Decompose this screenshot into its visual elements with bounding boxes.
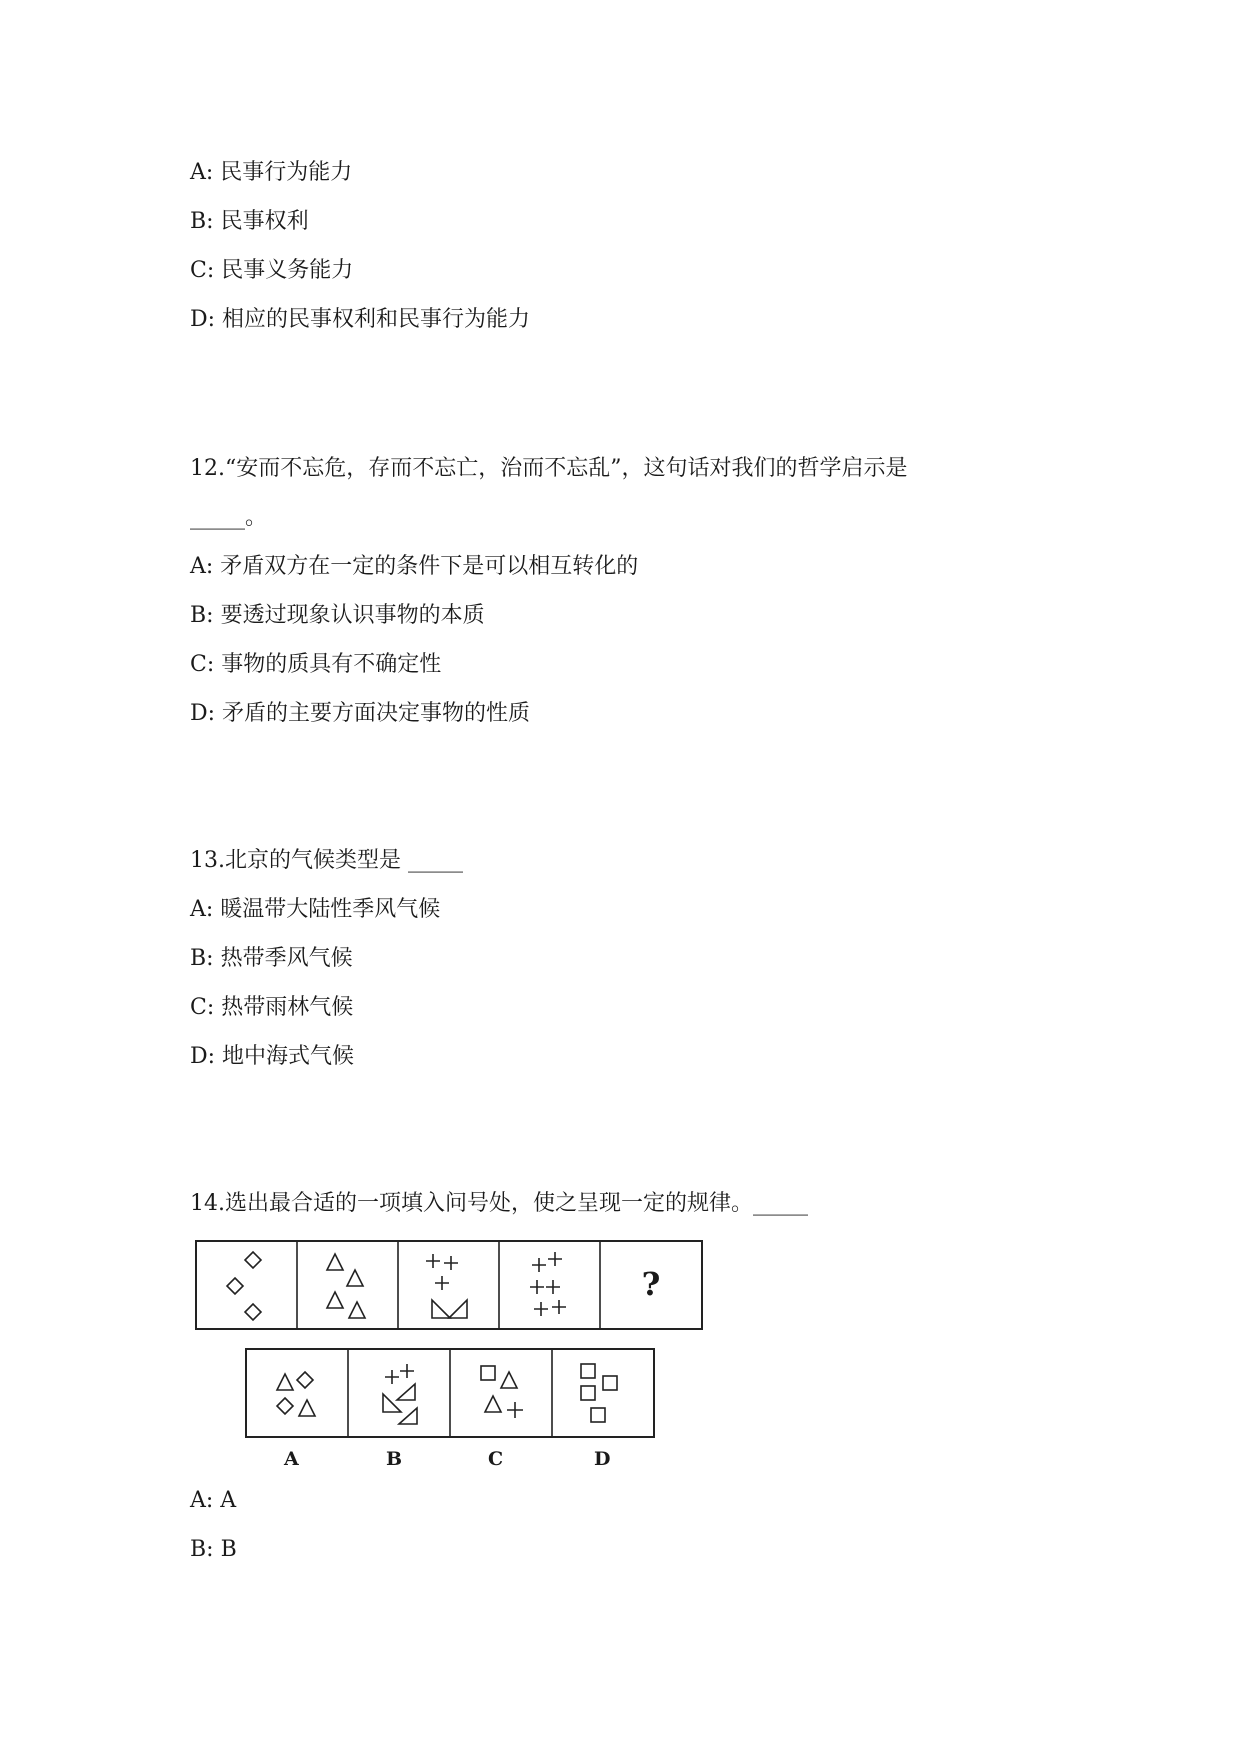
q12-stem-blank: _____。 — [190, 505, 268, 530]
cell4-crosses — [530, 1252, 566, 1316]
q12-stem: 12.“安而不忘危，存而不忘亡，治而不忘乱”，这句话对我们的哲学启示是 — [190, 456, 908, 481]
q12-option-a[interactable]: A: 矛盾双方在一定的条件下是可以相互转化的 — [190, 554, 639, 579]
q13-option-c[interactable]: C: 热带雨林气候 — [190, 995, 354, 1020]
answer-label-d: D — [594, 1448, 611, 1470]
q13-option-a[interactable]: A: 暖温带大陆性季风气候 — [190, 897, 441, 922]
answer-label-b: B — [386, 1448, 403, 1470]
q14-sequence-figure — [195, 1240, 705, 1332]
q13-option-b[interactable]: B: 热带季风气候 — [190, 946, 353, 971]
cell2-triangles — [327, 1254, 365, 1318]
choice-d-shapes — [581, 1364, 617, 1422]
q13-option-d[interactable]: D: 地中海式气候 — [190, 1044, 355, 1069]
answer-labels — [245, 1448, 657, 1474]
q14-stem: 14.选出最合适的一项填入问号处，使之呈现一定的规律。_____ — [190, 1191, 808, 1216]
cell1-diamonds — [227, 1252, 261, 1320]
question-mark: ? — [641, 1265, 661, 1303]
q11-option-a[interactable]: A: 民事行为能力 — [190, 160, 353, 185]
q14-answer-figure — [245, 1348, 657, 1470]
q12-option-d[interactable]: D: 矛盾的主要方面决定事物的性质 — [190, 701, 531, 726]
cell3-crosses-triangles — [426, 1254, 467, 1318]
answer-label-c: C — [488, 1448, 504, 1470]
choice-a-shapes — [277, 1372, 315, 1416]
choice-b-shapes — [383, 1364, 417, 1424]
q12-option-c[interactable]: C: 事物的质具有不确定性 — [190, 652, 442, 677]
q12-option-b[interactable]: B: 要透过现象认识事物的本质 — [190, 603, 485, 628]
choice-c-shapes — [481, 1366, 523, 1418]
q14-option-a[interactable]: A: A — [190, 1488, 237, 1513]
q11-option-d[interactable]: D: 相应的民事权利和民事行为能力 — [190, 307, 531, 332]
answer-label-a: A — [284, 1448, 299, 1470]
q13-stem: 13.北京的气候类型是 _____ — [190, 848, 463, 873]
q11-option-b[interactable]: B: 民事权利 — [190, 209, 309, 234]
q11-option-c[interactable]: C: 民事义务能力 — [190, 258, 354, 283]
q14-option-b[interactable]: B: B — [190, 1537, 237, 1562]
